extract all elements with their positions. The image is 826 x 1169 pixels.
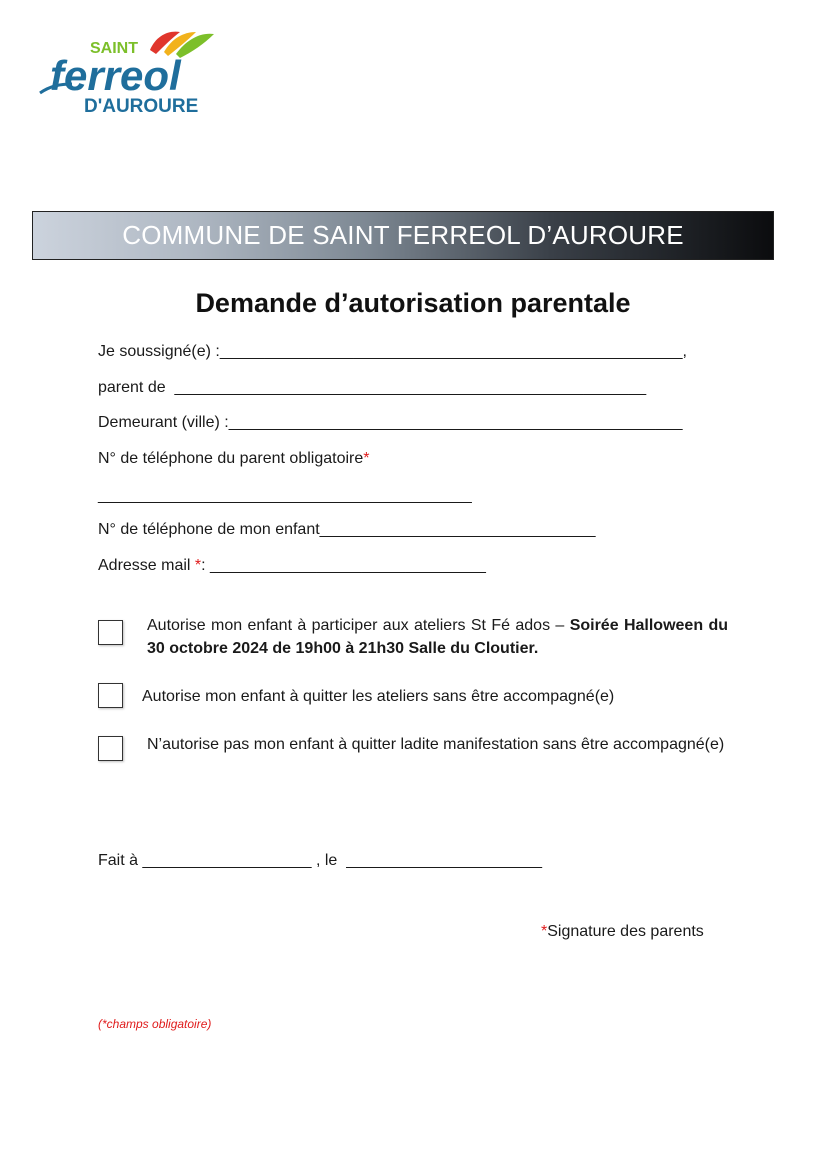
saint-ferreol-logo bbox=[38, 26, 228, 121]
page-title: Demande d’autorisation parentale bbox=[195, 288, 631, 318]
option1-bold: Soirée Halloween du 30 octobre 2024 de 19h00 à 21h30 Salle du Cloutier. bbox=[147, 617, 728, 657]
option1-text: Autorise mon enfant à participer aux ateliers St Fé ados – bbox=[147, 617, 570, 634]
field-tel-parent-line[interactable]: __________________________________________ bbox=[98, 487, 472, 504]
logo-saint: SAINT bbox=[90, 40, 138, 57]
logo-dauroure: D'AUROURE bbox=[84, 96, 199, 117]
field-fait-a[interactable]: Fait à ___________________ , le ______________________ bbox=[98, 852, 542, 869]
tel-parent-label-text: N° de téléphone du parent obligatoire bbox=[98, 450, 364, 467]
field-parent-de[interactable]: parent de _____________________________________________________ bbox=[98, 379, 647, 396]
email-label: Adresse mail bbox=[98, 557, 195, 574]
required-asterisk: * bbox=[541, 923, 548, 940]
commune-banner bbox=[32, 211, 774, 260]
checkbox-participation[interactable] bbox=[98, 620, 123, 645]
required-asterisk: * bbox=[194, 557, 202, 574]
logo-ferreol: ferreol bbox=[50, 52, 181, 99]
banner-text: COMMUNE DE SAINT FERREOL D’AUROURE bbox=[122, 220, 684, 250]
field-tel-parent-label bbox=[98, 450, 370, 468]
required-asterisk: * bbox=[363, 450, 370, 467]
required-fields-note: (*champs obligatoire) bbox=[98, 1017, 212, 1031]
signature-text: Signature des parents bbox=[547, 923, 704, 940]
field-soussigne[interactable]: Je soussigné(e) :____________________________________________________, bbox=[98, 343, 687, 360]
email-line[interactable]: : _______________________________ bbox=[201, 557, 486, 574]
checkbox-quitter-seul[interactable] bbox=[98, 683, 123, 708]
checkbox-pas-quitter[interactable] bbox=[98, 736, 123, 761]
option-pas-quitter-text: N’autorise pas mon enfant à quitter ladite manifestation sans être accompagné(e) bbox=[147, 736, 725, 753]
field-email[interactable] bbox=[98, 557, 486, 575]
field-tel-enfant[interactable]: N° de téléphone de mon enfant_______________________________ bbox=[98, 521, 596, 538]
option-participation-text bbox=[147, 614, 728, 660]
signature-label bbox=[541, 923, 704, 941]
field-demeurant[interactable]: Demeurant (ville) :___________________________________________________ bbox=[98, 414, 683, 431]
option-quitter-seul-text: Autorise mon enfant à quitter les ateliers sans être accompagné(e) bbox=[142, 688, 615, 705]
